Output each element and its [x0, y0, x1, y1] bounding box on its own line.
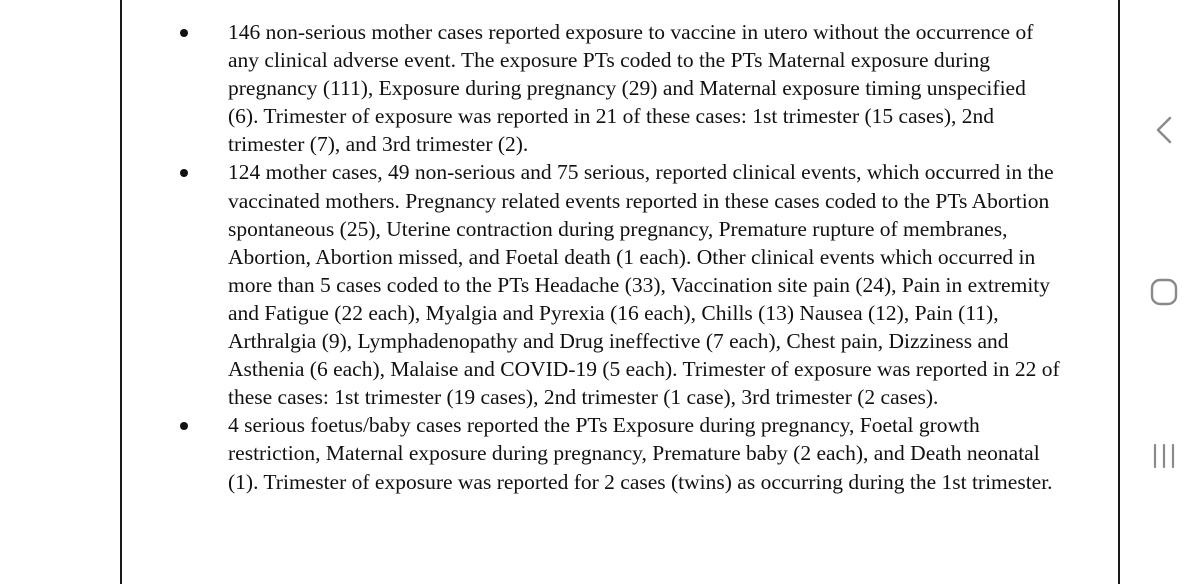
- bullet-text: 124 mother cases, 49 non-serious and 75 serious, reported clinical events, which occurred in the vaccinated mothers. Pregnancy related events reported in these cases coded to the PTs Abortion spontaneous (25), Uterine contraction during pregnancy, Premature rupture of membranes, Abortion, Abortion missed, and Foetal death (1 each). Other clinical events which occurred in more than 5 cases coded to the PTs Headache (33), Vaccination site pain (24), Pain in extremity and Fatigue (22 each), Myalgia and Pyrexia (16 each), Chills (13) Nausea (12), Pain (11), Arthralgia (9), Lymphadenopathy and Drug ineffective (7 each), Chest pain, Dizziness and Asthenia (6 each), Malaise and COVID-19 (5 each). Trimester of exposure was reported in 22 of these cases: 1st trimester (19 cases), 2nd trimester (1 case), 3rd trimester (2 cases).: [228, 160, 1060, 410]
- rounded-square-home-icon: [1149, 277, 1179, 307]
- bullet-text: 4 serious foetus/baby cases reported the PTs Exposure during pregnancy, Foetal growth restriction, Maternal exposure during pregnancy, Premature baby (2 each), and Death neonatal (1). Trimester of exposure was reported for 2 cases (twins) as occurring during the 1st trimester.: [228, 413, 1053, 494]
- list-item: [180, 158, 1060, 411]
- bullet-list: [180, 18, 1060, 496]
- back-button[interactable]: [1142, 108, 1186, 152]
- document-page: [120, 0, 1120, 584]
- bullet-icon: [180, 422, 188, 430]
- bullet-icon: [180, 169, 188, 177]
- recents-button[interactable]: [1142, 434, 1186, 478]
- list-item: [180, 411, 1060, 495]
- navigation-bar: [1128, 0, 1200, 584]
- list-item: [180, 18, 1060, 158]
- home-button[interactable]: [1142, 270, 1186, 314]
- chevron-left-icon: [1154, 115, 1174, 145]
- three-bars-recents-icon: [1149, 442, 1179, 470]
- bullet-icon: [180, 29, 188, 37]
- bullet-text: 146 non-serious mother cases reported exposure to vaccine in utero without the occurrence of any clinical adverse event. The exposure PTs coded to the PTs Maternal exposure during pregnancy (111), Exposure during pregnancy (29) and Maternal exposure timing unspecified (6). Trimester of exposure was reported in 21 of these cases: 1st trimester (15 cases), 2nd trimester (7), and 3rd trimester (2).: [228, 20, 1034, 157]
